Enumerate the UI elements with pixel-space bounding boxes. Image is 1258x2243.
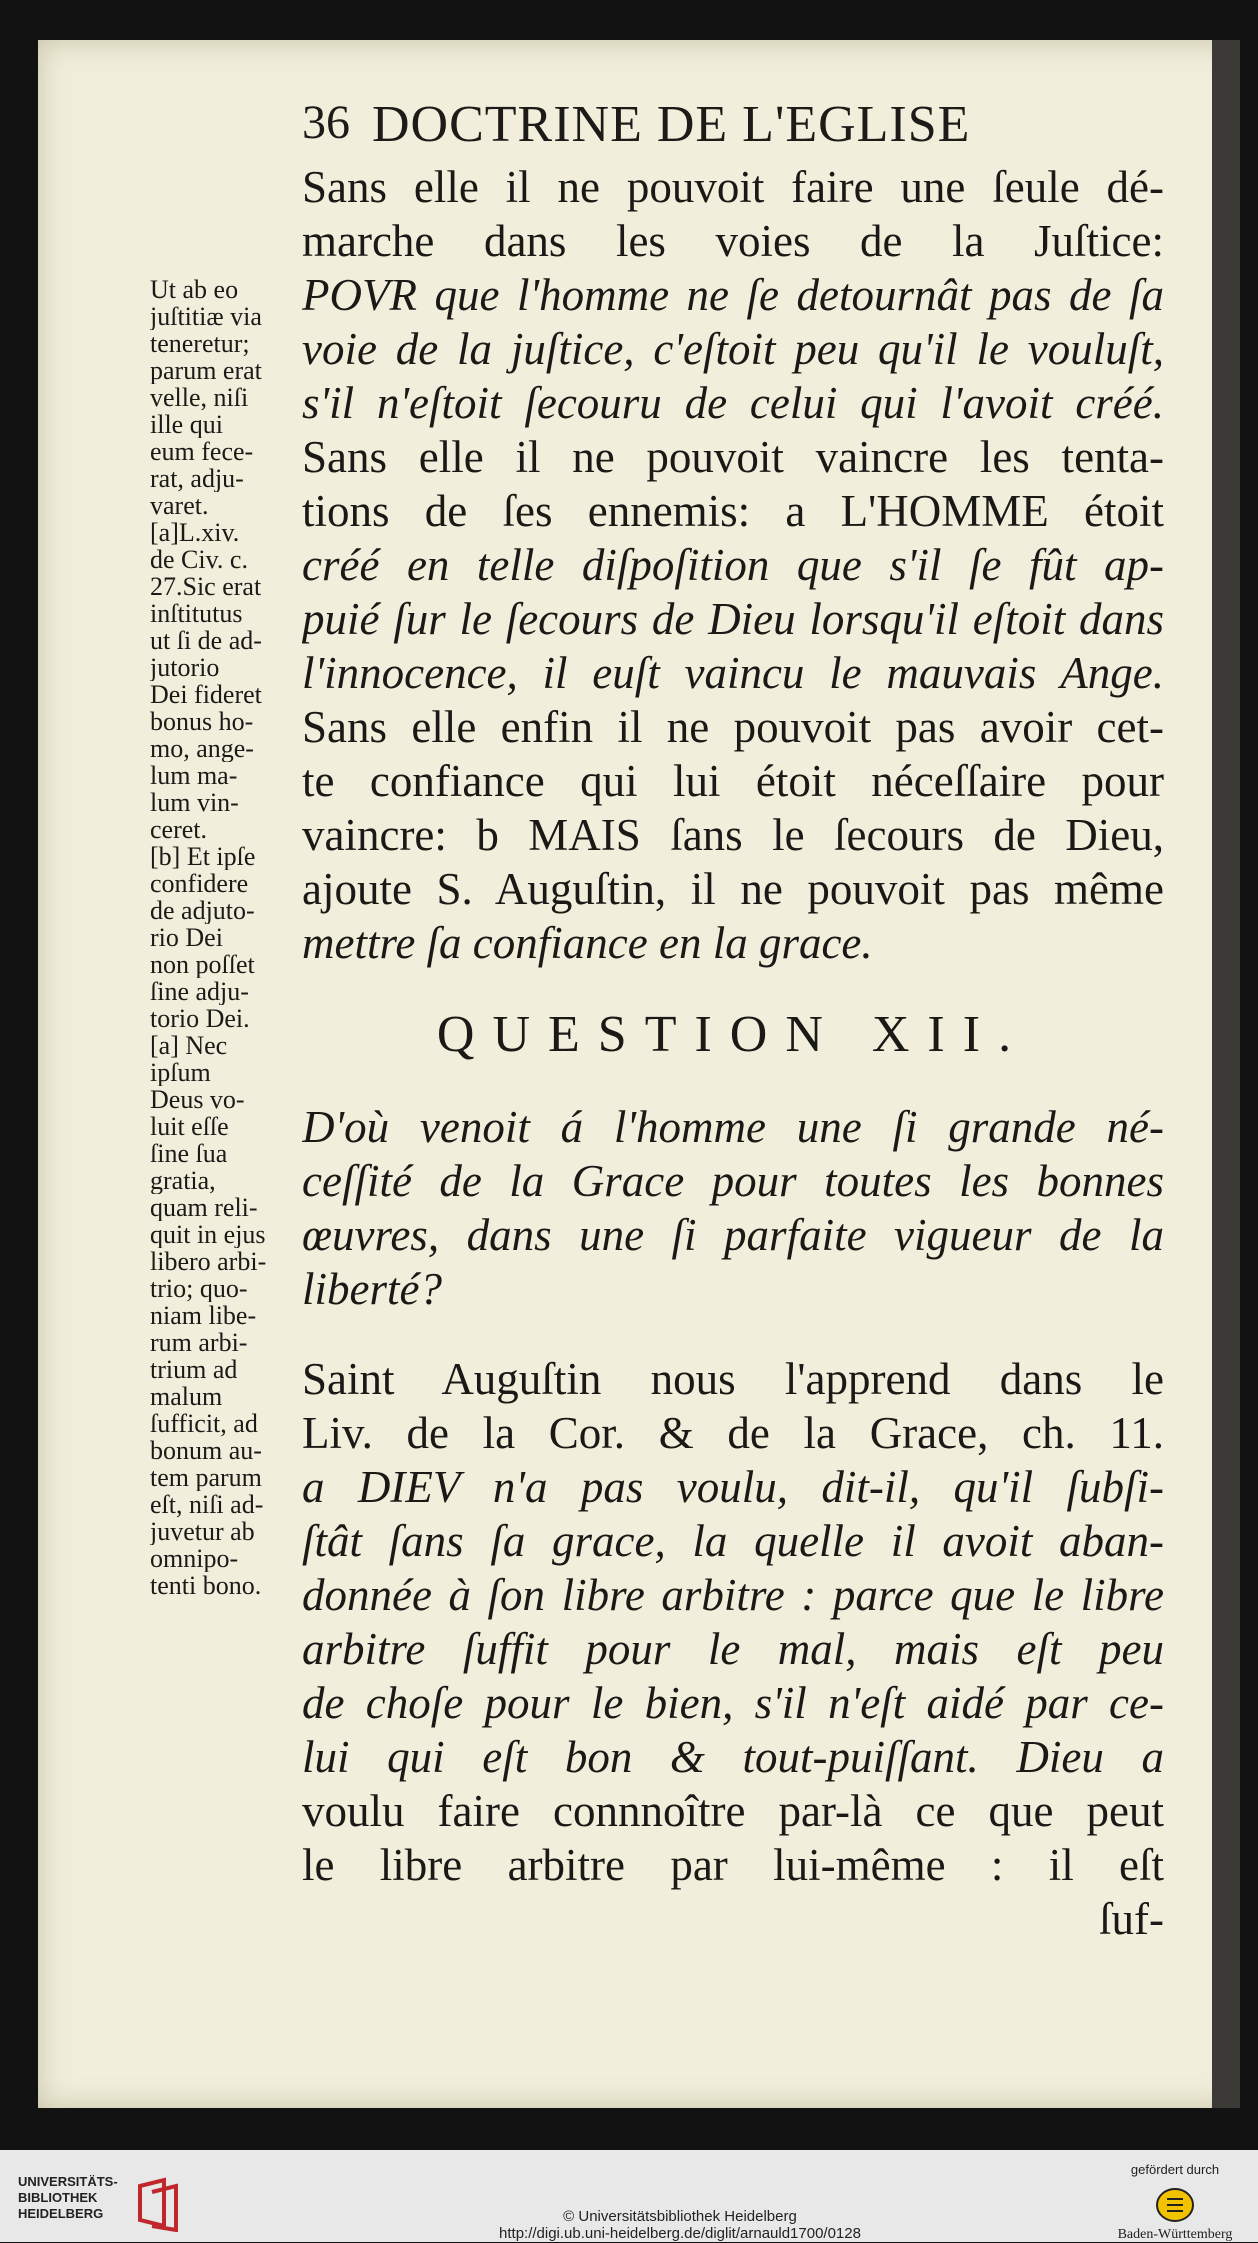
text-line: a DIEV n'a pas voulu, dit-il, qu'il ſubſi- <box>302 1462 1164 1512</box>
margin-note-line: varet. <box>150 492 209 519</box>
text-line: ceſſité de la Grace pour toutes les bonnes <box>302 1156 1164 1206</box>
text-line: puié ſur le ſecours de Dieu lorsqu'il eſtoit dans <box>302 594 1164 644</box>
text-line: ajoute S. Auguſtin, il ne pouvoit pas même <box>302 864 1164 914</box>
text-line: voulu faire connnoître par-là ce que peut <box>302 1786 1164 1836</box>
margin-note-line: niam libe- <box>150 1302 257 1329</box>
margin-note-line: juſtitiæ via <box>150 303 262 330</box>
margin-note-line: ille qui <box>150 411 223 438</box>
margin-note-line: ipſum <box>150 1059 211 1086</box>
margin-note-line: inſtitutus <box>150 600 243 627</box>
margin-note-line: tenti bono. <box>150 1572 262 1599</box>
margin-note-line: quam reli- <box>150 1194 258 1221</box>
text-line: donnée à ſon libre arbitre : parce que le libre <box>302 1570 1164 1620</box>
running-title: DOCTRINE DE L'EGLISE <box>372 96 971 153</box>
text-line: l'innocence, il euſt vaincu le mauvais Ange. <box>302 648 1164 698</box>
margin-note-line: Ut ab eo <box>150 276 239 303</box>
margin-note-line: mo, ange- <box>150 735 254 762</box>
margin-note-line: rio Dei <box>150 924 223 951</box>
text-line: ſuf- <box>1099 1894 1164 1944</box>
text-line: tions de ſes ennemis: a L'HOMME étoit <box>302 486 1164 536</box>
margin-note-line: [a] Nec <box>150 1032 228 1059</box>
text-line: D'où venoit á l'homme une ſi grande né- <box>302 1102 1164 1152</box>
margin-note-line: ſine ſua <box>150 1140 228 1167</box>
text-line: te confiance qui lui étoit néceſſaire pour <box>302 756 1164 806</box>
margin-note-line: jutorio <box>150 654 220 681</box>
text-line: marche dans les voies de la Juſtice: <box>302 216 1164 266</box>
library-mark-icon <box>134 2176 184 2232</box>
text-line: liberté? <box>302 1264 442 1314</box>
margin-note-line: [a]L.xiv. <box>150 519 240 546</box>
footer-bar <box>0 2150 1258 2242</box>
text-line: le libre arbitre par lui-même : il eſt <box>302 1840 1164 1890</box>
margin-note-line: 27.Sic erat <box>150 573 262 600</box>
margin-note-line: [b] Et ipſe <box>150 843 256 870</box>
margin-note-line: omnipo- <box>150 1545 239 1572</box>
margin-notes <box>150 276 300 1599</box>
margin-note-line: rum arbi- <box>150 1329 248 1356</box>
margin-note-line: malum <box>150 1383 223 1410</box>
text-line: voie de la juſtice, c'eſtoit peu qu'il le vouluſt, <box>302 324 1164 374</box>
question-heading: QUESTION XII. <box>436 1006 1030 1063</box>
state-crest-icon <box>1155 2185 1195 2225</box>
text-line: Liv. de la Cor. & de la Grace, ch. 11. <box>302 1408 1164 1458</box>
margin-note-line: libero arbi- <box>150 1248 267 1275</box>
margin-note-line: ſine adju- <box>150 978 249 1005</box>
margin-note-line: Deus vo- <box>150 1086 245 1113</box>
margin-note-line: Dei fideret <box>150 681 262 708</box>
library-line-2: BIBLIOTHEK <box>18 2190 98 2205</box>
spacer <box>302 1316 1164 1352</box>
library-name <box>18 2174 118 2222</box>
source-url[interactable]: http://digi.ub.uni-heidelberg.de/diglit/arnauld1700/0128 <box>499 2225 861 2242</box>
margin-note-line: non poſſet <box>150 951 255 978</box>
text-line: Sans elle il ne pouvoit vaincre les tenta- <box>302 432 1164 482</box>
margin-note-line: tem parum <box>150 1464 262 1491</box>
text-line: arbitre ſuffit pour le mal, mais eſt peu <box>302 1624 1164 1674</box>
answer-text <box>302 1352 1164 1946</box>
margin-note-line: juvetur ab <box>150 1518 255 1545</box>
margin-note-line: quit in ejus <box>150 1221 266 1248</box>
text-line: lui qui eſt bon & tout-puiſſant. Dieu a <box>302 1732 1164 1782</box>
margin-note-line: ut ſi de ad- <box>150 627 262 654</box>
text-line: créé en telle diſpoſition que s'il ſe fût ap- <box>302 540 1164 590</box>
library-line-3: HEIDELBERG <box>18 2206 104 2221</box>
margin-note-line: bonum au- <box>150 1437 262 1464</box>
main-text <box>302 160 1164 1946</box>
margin-note-line: confidere <box>150 870 249 897</box>
question-text <box>302 1100 1164 1316</box>
margin-note-line: bonus ho- <box>150 708 254 735</box>
page-edge <box>1212 40 1240 2108</box>
margin-note-line: lum vin- <box>150 789 239 816</box>
margin-note-line: eum fece- <box>150 438 254 465</box>
text-line: de choſe pour le bien, s'il n'eſt aidé par ce- <box>302 1678 1164 1728</box>
library-logo[interactable] <box>18 2174 178 2234</box>
margin-note-line: eſt, niſi ad- <box>150 1491 264 1518</box>
margin-note-line: trium ad <box>150 1356 238 1383</box>
copyright-text: © Universitätsbibliothek Heidelberg <box>563 2208 797 2225</box>
margin-note-line: trio; quo- <box>150 1275 248 1302</box>
text-line: œuvres, dans une ſi parfaite vigueur de la <box>302 1210 1164 1260</box>
margin-note-line: ceret. <box>150 816 208 843</box>
margin-note-line: lum ma- <box>150 762 238 789</box>
text-line: s'il n'eſtoit ſecouru de celui qui l'avoit créé. <box>302 378 1164 428</box>
sponsor-label: gefördert durch <box>1130 2162 1220 2177</box>
text-line: Sans elle il ne pouvoit faire une ſeule dé- <box>302 162 1164 212</box>
margin-note-line: gratia, <box>150 1167 216 1194</box>
margin-note-line: de Civ. c. <box>150 546 248 573</box>
body-paragraphs <box>302 160 1164 970</box>
sponsor-block <box>1100 2162 1250 2243</box>
text-line: Sans elle enfin il ne pouvoit pas avoir cet- <box>302 702 1164 752</box>
margin-note-line: luit eſſe <box>150 1113 229 1140</box>
page-number: 36 <box>302 96 350 149</box>
copyright-block <box>400 2208 960 2242</box>
page-header <box>302 95 1182 155</box>
text-line: ſtât ſans ſa grace, la quelle il avoit aban- <box>302 1516 1164 1566</box>
text-line: POVR que l'homme ne ſe detournât pas de ſa <box>302 270 1164 320</box>
margin-note-line: rat, adju- <box>150 465 244 492</box>
sponsor-name: Baden-Württemberg <box>1117 2227 1233 2242</box>
text-line: vaincre: b MAIS ſans le ſecours de Dieu, <box>302 810 1164 860</box>
margin-note-line: teneretur; <box>150 330 250 357</box>
margin-note-line: ſufficit, ad <box>150 1410 258 1437</box>
margin-note-line: parum erat <box>150 357 262 384</box>
margin-note-line: de adjuto- <box>150 897 255 924</box>
library-line-1: UNIVERSITÄTS- <box>18 2174 118 2189</box>
margin-note-line: velle, niſi <box>150 384 249 411</box>
text-line: Saint Auguſtin nous l'apprend dans le <box>302 1354 1164 1404</box>
text-line: mettre ſa confiance en la grace. <box>302 918 873 968</box>
margin-note-line: torio Dei. <box>150 1005 250 1032</box>
